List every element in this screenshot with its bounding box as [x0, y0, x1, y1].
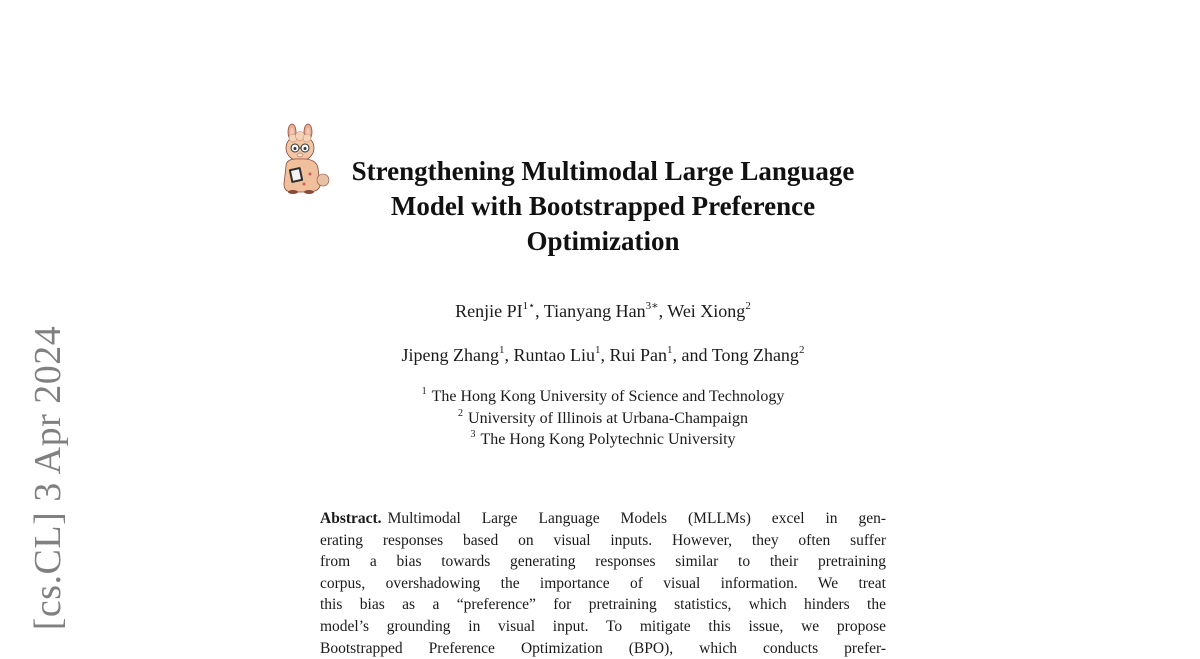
abstract-label: Abstract.	[320, 510, 382, 527]
abstract-line-text: Multimodal Large Language Models (MLLMs) excel in gen-	[387, 510, 886, 527]
affiliations	[300, 386, 906, 451]
affiliation-marker: 2	[458, 407, 464, 419]
abstract	[320, 508, 886, 659]
abstract-line: corpus, overshadowing the importance of visual information. We treat	[320, 574, 886, 592]
abstract-line: model’s grounding in visual input. To mitigate this issue, we propose	[320, 617, 886, 635]
llama-reading-logo-icon	[278, 122, 334, 194]
abstract-line: Bootstrapped Preference Optimization (BPO), which conducts prefer-	[320, 639, 886, 657]
author-name: Renjie PI	[455, 301, 523, 321]
author-affil-marker: 2	[798, 344, 805, 356]
author-affil-marker: 1	[667, 344, 673, 356]
abstract-line: erating responses based on visual inputs. However, they often suffer	[320, 531, 886, 549]
affiliation-item	[300, 386, 906, 408]
abstract-line	[320, 508, 886, 530]
affiliation-marker: 3	[470, 429, 476, 440]
author-affil-marker: 1	[595, 344, 601, 356]
abstract-line: from a bias towards generating responses similar to their pretraining	[320, 553, 886, 571]
author-affil-marker: 3∗	[645, 300, 659, 312]
affiliation-text: University of Illinois at Urbana-Champaign	[468, 409, 748, 427]
affiliation-text: The Hong Kong University of Science and Technology	[431, 388, 785, 405]
author-name: Rui Pan	[609, 345, 668, 365]
author-name: Wei Xiong	[667, 301, 746, 321]
affiliation-item	[300, 408, 906, 430]
author-line-1: Renjie $PI^{1⋆}$, Tianyang Han$^{3∗}$, Wei Xiong$^2$	[455, 300, 751, 321]
arxiv-side-stamp: [cs.CL] 3 Apr 2024	[27, 325, 69, 631]
author-name: and Tong Zhang	[681, 345, 799, 365]
author-name: Tianyang Han	[543, 301, 646, 321]
author-affil-marker: 1⋆	[522, 300, 536, 312]
abstract-line: this bias as a “preference” for pretraining statistics, which hinders the	[320, 596, 886, 614]
paper-title: Strengthening Multimodal Large Language Model with Bootstrapped Preference Optimization	[351, 156, 855, 256]
author-line-2: Jipeng Zhang$^1$, Runtao Liu$^1$, Rui Pan$^1$, and Tong Zhang$^2$	[401, 344, 805, 365]
affiliation-item	[300, 429, 906, 451]
affiliation-text: The Hong Kong Polytechnic University	[480, 431, 736, 448]
author-affil-marker: 2	[745, 300, 751, 312]
author-affil-marker: 1	[499, 344, 505, 356]
author-name: Jipeng Zhang	[401, 345, 500, 365]
affiliation-marker: 1	[421, 386, 427, 397]
author-name: Runtao Liu	[513, 345, 596, 365]
